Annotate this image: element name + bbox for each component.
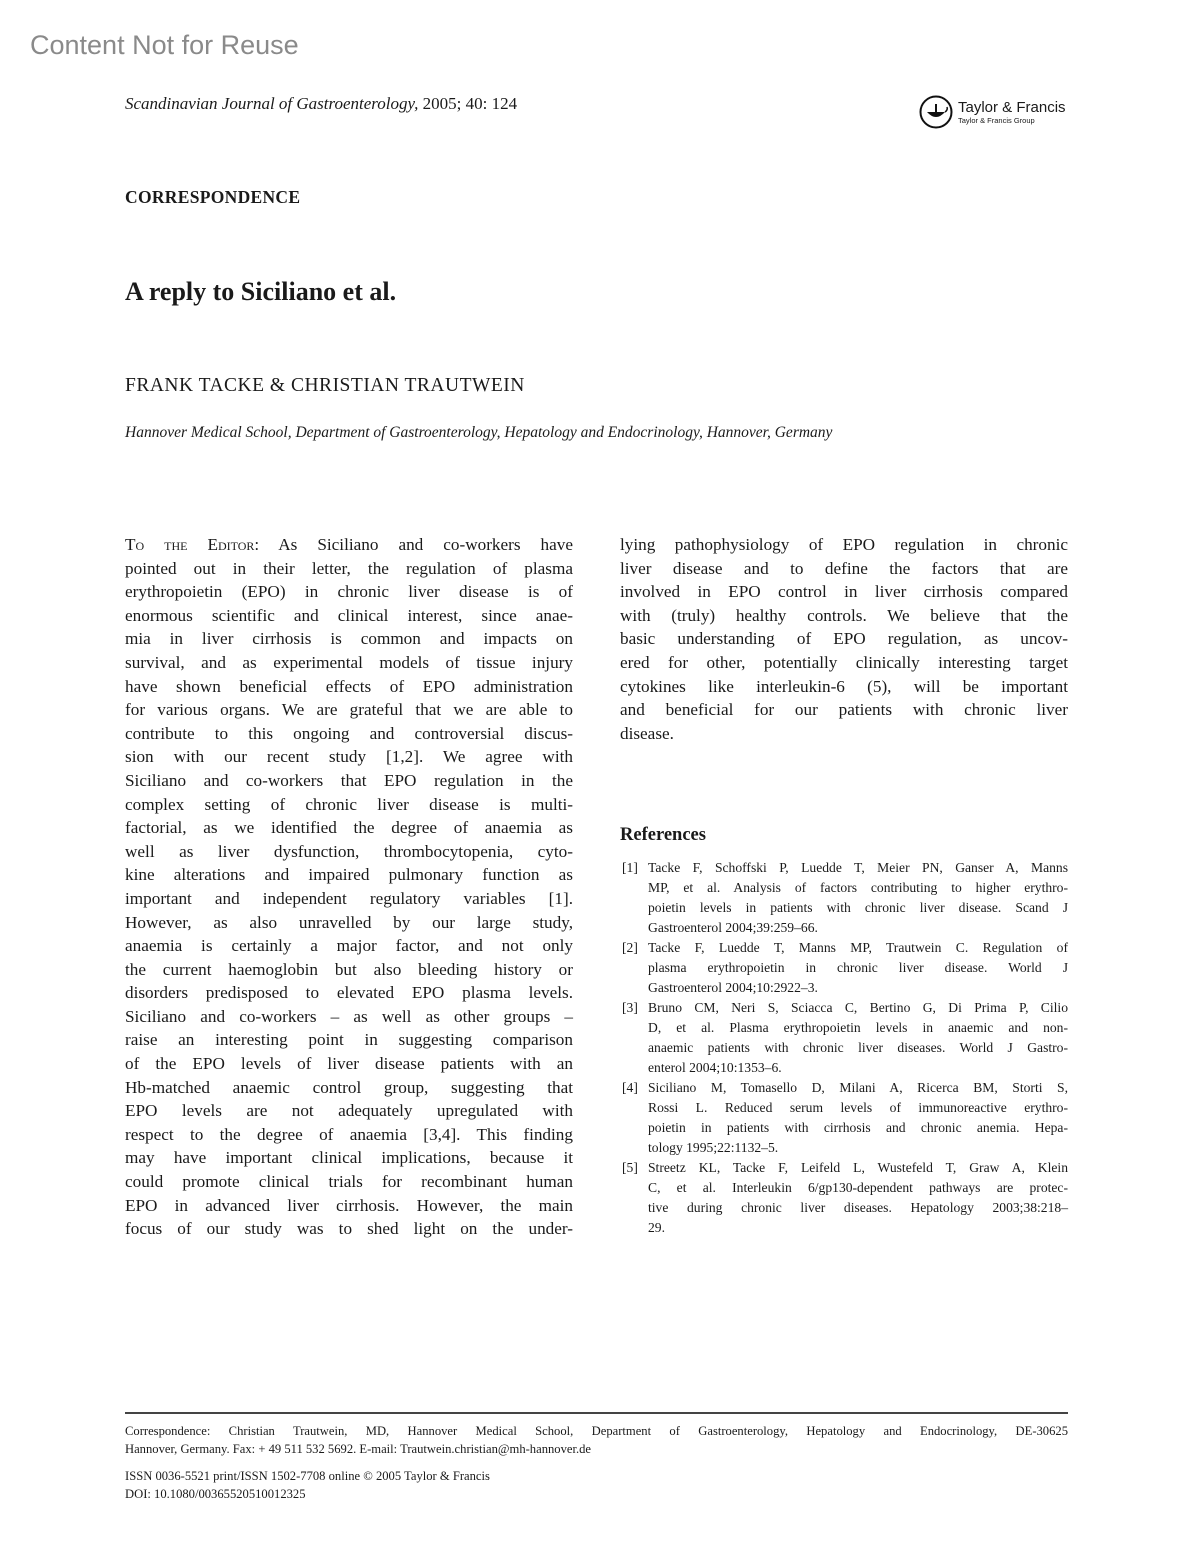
body-line: with (truly) healthy controls. We believe that the [620,605,1068,625]
body-line [125,533,573,557]
body-line: well as liver dysfunction, thrombocytopenia, cyto- [125,841,573,861]
journal-volume: 2005; 40: 124 [418,94,518,113]
correspondence-line: Correspondence: Christian Trautwein, MD, Hannover Medical School, Department of Gastroenterology, Hepatology and Endocrinology, DE-30625 [125,1424,1068,1438]
publication-info [125,1467,490,1503]
correspondence-note [125,1422,1068,1458]
reference-line: plasma erythropoietin in chronic liver disease. World J [648,960,1068,975]
reference-line: 29. [648,1220,665,1235]
body-line: involved in EPO control in liver cirrhosis compared [620,582,1068,602]
reference-line: enterol 2004;10:1353–6. [648,1060,782,1075]
body-line: However, as also unravelled by our large study, [125,912,573,932]
body-line: EPO in advanced liver cirrhosis. However, the main [125,1195,573,1215]
body-line: and beneficial for our patients with chronic liver [620,700,1068,720]
body-line: disorders predisposed to elevated EPO plasma levels. [125,983,573,1003]
body-line: focus of our study was to shed light on the under- [125,1219,573,1239]
reference-line: tive during chronic liver diseases. Hepatology 2003;38:218– [648,1200,1068,1215]
journal-citation [125,94,517,114]
reference-line: tology 1995;22:1132–5. [648,1140,779,1155]
article-title: A reply to Siciliano et al. [125,277,397,306]
body-line: have shown beneficial effects of EPO administration [125,676,573,696]
reference-line: Gastroenterol 2004;10:2922–3. [648,980,818,995]
body-line: contribute to this ongoing and controversial discus- [125,723,573,743]
reference-line: Tacke F, Schoffski P, Luedde T, Meier PN, Ganser A, Manns [648,860,1068,875]
body-line: anaemia is certainly a major factor, and not only [125,936,573,956]
reference-line: anaemic patients with chronic liver diseases. World J Gastro- [648,1040,1068,1055]
body-right-column [620,533,1068,745]
body-line: Siciliano and co-workers – as well as other groups – [125,1006,573,1026]
body-line: disease. [620,723,674,743]
reference-item [620,858,1068,938]
body-line: may have important clinical implications, because it [125,1148,573,1168]
body-line: cytokines like interleukin-6 (5), will be important [620,676,1068,696]
reference-item [620,998,1068,1078]
reference-line: Bruno CM, Neri S, Sciacca C, Bertino G, Di Prima P, Cilio [648,1000,1068,1015]
correspondence-line: Hannover, Germany. Fax: + 49 511 532 5692. E-mail: Trautwein.christian@mh-hannover.de [125,1442,592,1456]
references-list [620,858,1068,1238]
references-heading: References [620,825,706,845]
footer-divider [125,1412,1068,1414]
body-line: kine alterations and impaired pulmonary function as [125,865,573,885]
reference-line: Rossi L. Reduced serum levels of immunoreactive erythro- [648,1100,1068,1115]
publisher-group: Taylor & Francis Group [958,115,1035,125]
body-line: EPO levels are not adequately upregulated with [125,1101,573,1121]
reference-item [620,1078,1068,1158]
reference-line: Streetz KL, Tacke F, Leifeld L, Wustefeld T, Graw A, Klein [648,1160,1068,1175]
body-line: could promote clinical trials for recombinant human [125,1172,573,1192]
body-line: basic understanding of EPO regulation, as uncov- [620,629,1068,649]
reference-number: [2] [622,940,638,955]
reference-number: [5] [622,1160,638,1175]
body-line: complex setting of chronic liver disease is multi- [125,794,573,814]
reference-number: [3] [622,1000,638,1015]
reference-number: [1] [622,860,638,875]
publisher-name: Taylor & Francis [958,98,1066,116]
body-line: of the EPO levels of liver disease patients with an [125,1054,573,1074]
body-line: sion with our recent study [1,2]. We agree with [125,747,573,767]
reference-line: MP, et al. Analysis of factors contributing to higher erythro- [648,880,1068,895]
body-line: ered for other, potentially clinically interesting target [620,652,1068,672]
body-text: As Siciliano and co-workers have [259,535,573,554]
reference-item [620,938,1068,998]
body-line: pointed out in their letter, the regulation of plasma [125,558,573,578]
salutation: To the Editor: [125,535,260,554]
affiliation: Hannover Medical School, Department of Gastroenterology, Hepatology and Endocrinology, Hannover, Germany [125,424,833,441]
doi: DOI: 10.1080/00365520510012325 [125,1487,306,1501]
reference-line: D, et al. Plasma erythropoietin levels in anaemic and non- [648,1020,1068,1035]
reference-line: Siciliano M, Tomasello D, Milani A, Ricerca BM, Storti S, [648,1080,1068,1095]
body-line: for various organs. We are grateful that we are able to [125,700,573,720]
reference-line: poietin levels in patients with chronic liver disease. Scand J [648,900,1068,915]
body-line: respect to the degree of anaemia [3,4]. This finding [125,1124,573,1144]
body-line: erythropoietin (EPO) in chronic liver disease is of [125,582,573,602]
body-line: the current haemoglobin but also bleeding history or [125,959,573,979]
body-line: raise an interesting point in suggesting comparison [125,1030,573,1050]
journal-name: Scandinavian Journal of Gastroenterology, [125,94,419,113]
body-line: survival, and as experimental models of tissue injury [125,652,573,672]
reference-line: Gastroenterol 2004;39:259–66. [648,920,818,935]
body-line: liver disease and to define the factors that are [620,558,1068,578]
body-line: Siciliano and co-workers that EPO regulation in the [125,770,573,790]
body-line: important and independent regulatory variables [1]. [125,888,573,908]
reference-item [620,1158,1068,1238]
watermark: Content Not for Reuse [30,30,299,60]
body-left-column [125,533,573,1241]
issn: ISSN 0036-5521 print/ISSN 1502-7708 online © 2005 Taylor & Francis [125,1469,490,1483]
body-line: enormous scientific and clinical interest, since anae- [125,605,573,625]
authors: FRANK TACKE & CHRISTIAN TRAUTWEIN [125,375,525,396]
reference-line: poietin in patients with cirrhosis and chronic anemia. Hepa- [648,1120,1068,1135]
section-label: CORRESPONDENCE [125,187,301,207]
body-line: lying pathophysiology of EPO regulation in chronic [620,535,1068,554]
reference-number: [4] [622,1080,638,1095]
publisher-logo [918,94,1066,130]
reference-line: C, et al. Interleukin 6/gp130-dependent pathways are protec- [648,1180,1068,1195]
body-line: mia in liver cirrhosis is common and impacts on [125,629,573,649]
body-line: factorial, as we identified the degree of anaemia as [125,818,573,838]
lamp-in-circle-icon [918,94,954,130]
reference-line: Tacke F, Luedde T, Manns MP, Trautwein C. Regulation of [648,940,1068,955]
body-line: Hb-matched anaemic control group, suggesting that [125,1077,573,1097]
